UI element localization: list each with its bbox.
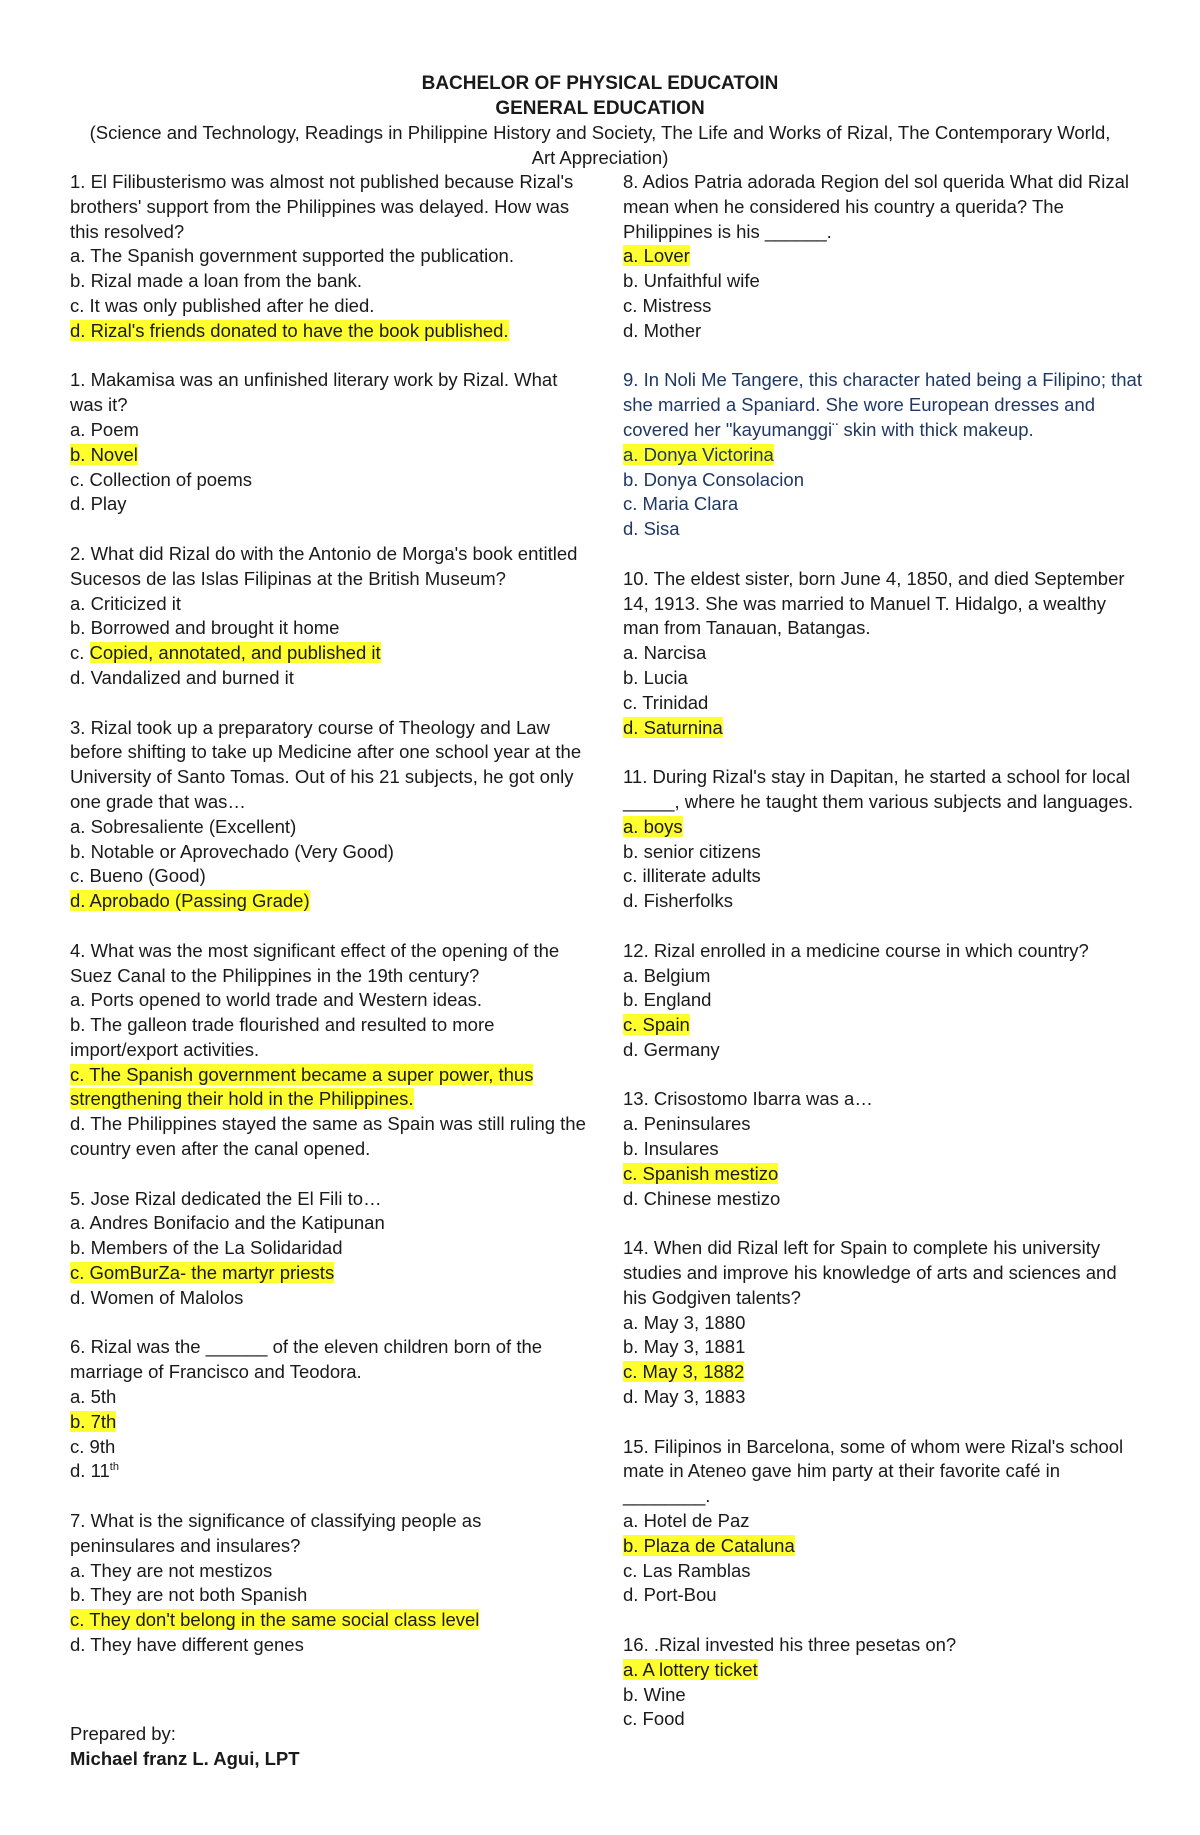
option: b. Insulares	[623, 1138, 719, 1160]
question-6	[70, 1335, 590, 1484]
option: a. Belgium	[623, 964, 711, 986]
option: c. It was only published after he died.	[70, 294, 375, 316]
answer-highlight: b. 7th	[70, 1410, 117, 1432]
question-1a	[70, 170, 590, 344]
question-stem: 3. Rizal took up a preparatory course of Theology and Law before shifting to take up Medicine after one school year at the University of Santo Tomas. Out of his 21 subjects, he got only one grade that was…	[70, 716, 582, 812]
answer-highlight: c. The Spanish government became a super power, thus strengthening their hold in the Philippines.	[70, 1063, 534, 1110]
option: b. Rizal made a loan from the bank.	[70, 270, 363, 292]
answer-option	[623, 1534, 1143, 1559]
option: d. The Philippines stayed the same as Spain was still ruling the country even after the canal opened.	[70, 1113, 586, 1160]
question-13	[623, 1087, 1143, 1211]
question-16	[623, 1633, 1143, 1732]
question-stem: 13. Crisostomo Ibarra was a…	[623, 1088, 873, 1110]
answer-option	[70, 1063, 590, 1113]
option: c. illiterate adults	[623, 865, 761, 887]
option: a. The Spanish government supported the publication.	[70, 245, 514, 267]
option: b. The galleon trade flourished and resulted to more import/export activities.	[70, 1014, 495, 1060]
question-stem: 1. Makamisa was an unfinished literary work by Rizal. What was it?	[70, 369, 558, 416]
option: d. Mother	[623, 319, 702, 341]
answer-option	[70, 1410, 590, 1435]
option	[70, 1459, 590, 1484]
option: a. Sobresaliente (Excellent)	[70, 815, 297, 837]
answer-highlight: a. A lottery ticket	[623, 1658, 758, 1680]
option: b. Borrowed and brought it home	[70, 617, 340, 639]
option: a. Criticized it	[70, 592, 182, 614]
document-subtitle: GENERAL EDUCATION	[495, 98, 705, 119]
answer-highlight: c. Spain	[623, 1014, 690, 1036]
question-stem: 7. What is the significance of classifying people as peninsulares and insulares?	[70, 1510, 482, 1556]
answer-highlight: c. May 3, 1882	[623, 1361, 745, 1383]
option: c. Trinidad	[623, 691, 709, 713]
question-11	[623, 765, 1143, 914]
question-9	[623, 368, 1143, 542]
question-stem: 15. Filipinos in Barcelona, some of whom were Rizal's school mate in Ateneo gave him party at their favorite café in ________.	[623, 1435, 1124, 1507]
answer-option	[70, 889, 590, 914]
answer-option	[623, 1658, 1143, 1683]
option: a. They are not mestizos	[70, 1559, 273, 1581]
answer-option	[623, 1162, 1143, 1187]
option: c. Food	[623, 1708, 685, 1730]
question-stem: 14. When did Rizal left for Spain to complete his university studies and improve his knowledge of arts and sciences and his Godgiven talents?	[623, 1237, 1117, 1308]
option: c. Bueno (Good)	[70, 865, 206, 887]
author-name: Michael franz L. Agui, LPT	[70, 1747, 300, 1769]
option: d. Play	[70, 493, 127, 515]
answer-highlight: c. GomBurZa- the martyr priests	[70, 1262, 335, 1284]
option: a. Andres Bonifacio and the Katipunan	[70, 1212, 385, 1234]
option: d. Women of Malolos	[70, 1286, 244, 1308]
question-stem: 1. El Filibusterismo was almost not published because Rizal's brothers' support from the Philippines was delayed. How was this resolved?	[70, 171, 574, 242]
answer-option	[70, 1608, 590, 1633]
option: b. Unfaithful wife	[623, 270, 760, 292]
answer-option	[623, 1013, 1143, 1038]
question-14	[623, 1236, 1143, 1410]
question-stem: 2. What did Rizal do with the Antonio de Morga's book entitled Sucesos de las Islas Filipinas at the British Museum?	[70, 542, 578, 589]
answer-highlight: d. Aprobado (Passing Grade)	[70, 890, 310, 912]
option: d. Sisa	[623, 518, 680, 540]
question-5	[70, 1187, 590, 1311]
answer-option	[623, 443, 1143, 468]
option: a. Hotel de Paz	[623, 1510, 750, 1532]
option: c. Mistress	[623, 294, 712, 316]
question-4	[70, 939, 590, 1162]
question-stem: 11. During Rizal's stay in Dapitan, he started a school for local _____, where he taught them various subjects and languages.	[623, 766, 1134, 812]
question-stem: 12. Rizal enrolled in a medicine course in which country?	[623, 939, 1089, 961]
option: b. Notable or Aprovechado (Very Good)	[70, 840, 394, 862]
left-column	[70, 170, 590, 1683]
option-letter: c.	[70, 642, 90, 664]
question-stem: 16. .Rizal invested his three pesetas on?	[623, 1634, 957, 1656]
answer-option	[70, 641, 590, 666]
option: d. Germany	[623, 1038, 720, 1060]
question-stem: 10. The eldest sister, born June 4, 1850, and died September 14, 1913. She was married to Manuel T. Hidalgo, a wealthy man from Tanauan, Batangas.	[623, 567, 1125, 639]
option: c. Collection of poems	[70, 468, 253, 490]
answer-option	[70, 1261, 590, 1286]
question-stem: 9. In Noli Me Tangere, this character hated being a Filipino; that she married a Spaniard. She wore European dresses and covered her "kayumanggi¨ skin with thick makeup.	[623, 369, 1142, 440]
answer-highlight: c. They don't belong in the same social class level	[70, 1609, 480, 1631]
answer-highlight: d. Saturnina	[623, 716, 723, 738]
document-title: BACHELOR OF PHYSICAL EDUCATOIN	[421, 73, 779, 94]
ordinal-suffix: th	[109, 1461, 119, 1474]
option: d. Vandalized and burned it	[70, 666, 294, 688]
option: c. Las Ramblas	[623, 1559, 751, 1581]
question-15	[623, 1435, 1143, 1609]
option: c. 9th	[70, 1435, 116, 1457]
question-3	[70, 716, 590, 914]
option: b. May 3, 1881	[623, 1336, 746, 1358]
option: b. Donya Consolacion	[623, 468, 804, 490]
option: b. Members of the La Solidaridad	[70, 1237, 343, 1259]
question-stem: 5. Jose Rizal dedicated the El Fili to…	[70, 1187, 382, 1209]
answer-highlight: c. Spanish mestizo	[623, 1162, 779, 1184]
option: a. Peninsulares	[623, 1113, 751, 1135]
option: d. Fisherfolks	[623, 890, 734, 912]
option: b. senior citizens	[623, 840, 761, 862]
answer-highlight: b. Plaza de Cataluna	[623, 1534, 795, 1556]
option: c. Maria Clara	[623, 493, 739, 515]
answer-option	[623, 244, 1143, 269]
option: b. England	[623, 989, 712, 1011]
question-stem: 8. Adios Patria adorada Region del sol querida What did Rizal mean when he considered his country a querida? The Philippines is his ______.	[623, 171, 1129, 242]
option: d. Port-Bou	[623, 1584, 717, 1606]
prepared-by-block	[70, 1722, 300, 1772]
question-stem: 4. What was the most significant effect of the opening of the Suez Canal to the Philippines in the 19th century?	[70, 939, 560, 986]
option: a. 5th	[70, 1386, 117, 1408]
question-2	[70, 542, 590, 691]
answer-option	[70, 319, 590, 344]
option: a. Narcisa	[623, 642, 707, 664]
subjects-list: (Science and Technology, Readings in Philippine History and Society, The Life and Works of Rizal, The Contemporary World, Art Appreciation)	[89, 122, 1111, 168]
answer-highlight: a. boys	[623, 815, 683, 837]
option: d. Chinese mestizo	[623, 1187, 781, 1209]
question-stem: 6. Rizal was the ______ of the eleven children born of the marriage of Francisco and Teodora.	[70, 1336, 543, 1383]
option: b. Wine	[623, 1683, 686, 1705]
answer-option	[623, 716, 1143, 741]
answer-option	[70, 443, 590, 468]
right-column	[623, 170, 1143, 1757]
option: a. Poem	[70, 418, 139, 440]
option-text: d. 11	[70, 1460, 110, 1482]
prepared-by-label: Prepared by:	[70, 1723, 176, 1744]
question-12	[623, 939, 1143, 1063]
question-10	[623, 567, 1143, 741]
option: d. They have different genes	[70, 1634, 304, 1656]
option: d. May 3, 1883	[623, 1386, 746, 1408]
answer-highlight: Copied, annotated, and published it	[89, 642, 381, 664]
option: a. Ports opened to world trade and Western ideas.	[70, 989, 483, 1011]
answer-highlight: d. Rizal's friends donated to have the book published.	[70, 319, 509, 341]
answer-option	[623, 815, 1143, 840]
option: b. They are not both Spanish	[70, 1584, 308, 1606]
answer-highlight: b. Novel	[70, 443, 138, 465]
question-8	[623, 170, 1143, 344]
question-1b	[70, 368, 590, 517]
answer-highlight: a. Lover	[623, 245, 690, 267]
answer-highlight: a. Donya Victorina	[623, 443, 774, 465]
question-7	[70, 1509, 590, 1658]
option: a. May 3, 1880	[623, 1311, 746, 1333]
answer-option	[623, 1360, 1143, 1385]
option: b. Lucia	[623, 666, 688, 688]
